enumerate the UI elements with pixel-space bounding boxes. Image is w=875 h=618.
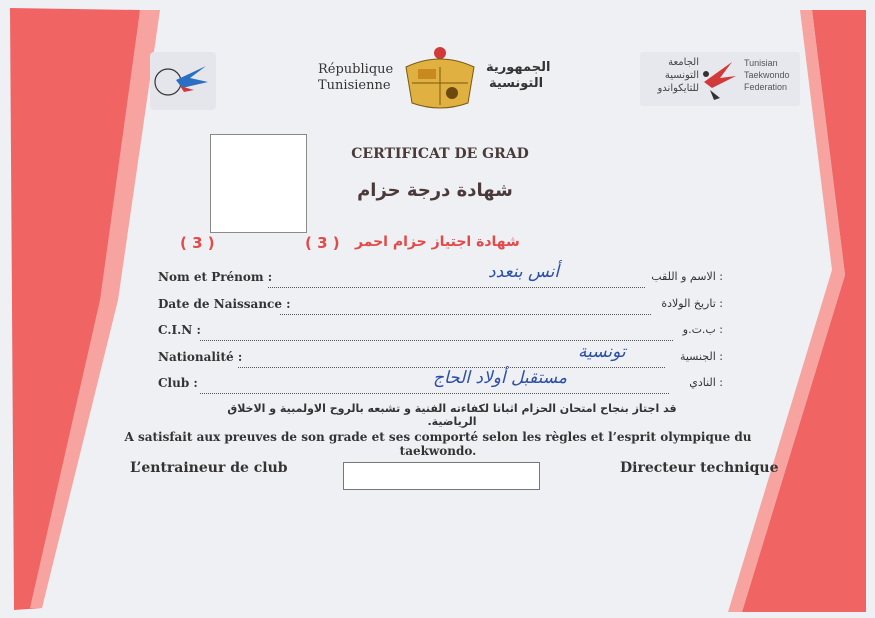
field-nationality-value: تونسية (578, 342, 626, 362)
field-cin-dotline (200, 340, 673, 341)
director-signature-label: Directeur technique (620, 460, 779, 476)
federation-ar-line2: التونسية (664, 70, 699, 81)
coach-signature-label: L’entraineur de club (130, 460, 288, 476)
field-name-value: أنس بنعدد (488, 262, 560, 282)
field-nationality-label-ar: الجنسية : (679, 350, 723, 363)
signature-box (343, 462, 540, 490)
certificate-title-ar: شهادة درجة حزام (357, 180, 513, 201)
field-name-dotline (268, 287, 645, 288)
field-club-value: مستقبل أولاد الحاج (433, 368, 568, 388)
republic-ar-line1: الجمهورية (486, 60, 551, 75)
republic-fr-line1: République (318, 62, 394, 77)
republic-fr-line2: Tunisienne (318, 78, 391, 93)
field-club-label-ar: النادي : (689, 376, 723, 389)
field-nationality-label-fr: Nationalité : (158, 350, 243, 364)
grade-number-middle: ( 3 ) (305, 234, 340, 252)
statement-fr: A satisfait aux preuves de son grade et ses comporté selon les règles et l’esprit olympique du taekwondo. (124, 430, 752, 458)
federation-en-line2: Taekwondo (744, 70, 790, 80)
field-cin (158, 323, 723, 345)
field-name-label-fr: Nom et Prénom : (158, 270, 273, 284)
field-birthdate-dotline (280, 314, 651, 315)
field-birthdate-label-fr: Date de Naissance : (158, 297, 291, 311)
statement-ar: قد اجتاز بنجاح امتحان الحزام اثباتا لكفاءته الفنية و تشبعه بالروح الاولمبية و الاخلاق الرياضية. (227, 402, 677, 428)
republic-name-fr (318, 62, 394, 94)
republic-ar-line2: التونسية (488, 76, 544, 91)
field-cin-label-fr: C.I.N : (158, 323, 201, 337)
grade-label-ar: شهادة اجتياز حزام احمر (355, 234, 520, 250)
field-club (158, 368, 723, 398)
tunisia-coat-of-arms (396, 45, 484, 113)
field-cin-label-ar: ب.ت.و : (682, 323, 723, 336)
world-taekwondo-logo (150, 52, 216, 110)
field-club-dotline (200, 393, 669, 394)
left-band (10, 8, 140, 610)
certificate-title-fr: CERTIFICAT DE GRAD (351, 146, 529, 162)
federation-ar-line3: للتايكواندو (657, 83, 699, 94)
field-birthdate-label-ar: تاريخ الولادة : (661, 297, 723, 310)
field-name-label-ar: الاسم و اللقب : (651, 270, 723, 283)
federation-en-line3: Federation (744, 82, 788, 92)
photo-placeholder (210, 134, 307, 233)
republic-name-ar (486, 60, 551, 92)
field-birthdate (158, 297, 723, 319)
federation-en-line1: Tunisian (744, 58, 778, 68)
grade-number-left: ( 3 ) (180, 234, 215, 252)
federation-name-ar (647, 56, 699, 95)
field-name (158, 262, 723, 292)
field-club-label-fr: Club : (158, 376, 198, 390)
federation-ar-line1: الجامعة (668, 57, 699, 68)
federation-name-en (744, 57, 804, 93)
